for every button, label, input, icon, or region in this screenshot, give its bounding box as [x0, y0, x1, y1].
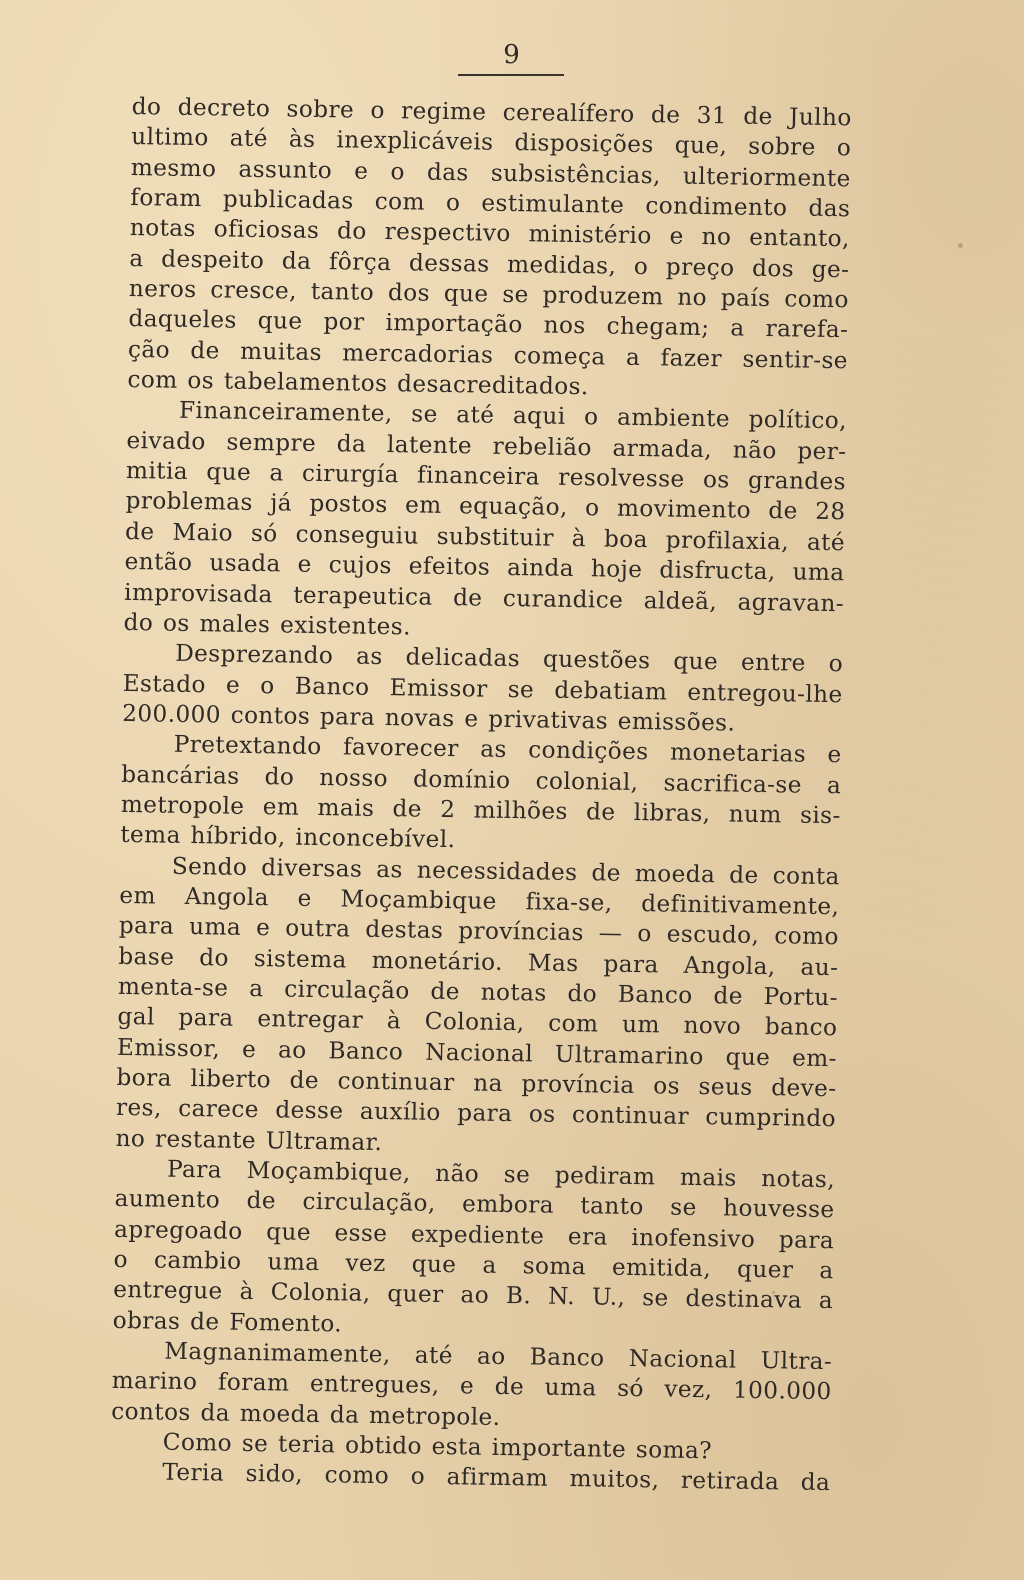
text-line: ção de muitas mercadorias começa a fazer sentir-se [127, 335, 849, 375]
text-line: Sendo diversas as necessidades de moeda de conta [171, 852, 840, 890]
text-line: menta-se a circulação de notas do Banco de Portu- [117, 972, 839, 1012]
paper-spot [628, 1386, 632, 1390]
text-line: problemas já postos em equação, o movimento de 28 [125, 487, 846, 526]
text-line: Teria sido, como o afirmam muitos, retirada da [162, 1459, 831, 1497]
text-line: Como se teria obtido esta importante soma? [162, 1428, 713, 1465]
text-line: Financeiramente, se até aqui o ambiente político, [178, 397, 848, 435]
text-line: marino foram entregues, e de uma só vez, 100.000 [111, 1367, 832, 1406]
text-line: no restante Ultramar. [115, 1124, 383, 1156]
text-line: eivado sempre da latente rebelião armada, não per- [126, 426, 847, 466]
text-line: Estado e o Banco Emissor se debatiam entregou-lhe [122, 669, 843, 708]
text-line: a despeito da fôrça dessas medidas, o preço dos ge- [129, 244, 850, 284]
text-line: obras de Fomento. [112, 1306, 343, 1338]
text-line: mitia que a cirurgía financeira resolvesse os grandes [125, 457, 847, 496]
text-line: para uma e outra destas províncias — o escudo, como [118, 912, 840, 951]
text-line: então usada e cujos efeitos ainda hoje disfructa, uma [124, 548, 845, 587]
text-line: entregue à Colonia, quer ao B. N. U., se destinava a [112, 1276, 834, 1315]
text-line: notas oficiosas do respectivo ministério e no entanto, [129, 214, 850, 253]
text-line: bancárias do nosso domínio colonial, sacrifica-se a [121, 760, 842, 799]
text-line: foram publicadas com o estimulante condimento das [130, 184, 851, 223]
text-line: do os males existentes. [123, 608, 412, 641]
text-line: bora liberto de continuar na província os seus deve- [116, 1063, 837, 1103]
text-line: em Angola e Moçambique fixa-se, definitivamente, [119, 881, 840, 921]
text-line: daqueles que por importação nos chegam; a rarefa- [128, 305, 849, 344]
text-line: Magnanimamente, até ao Banco Nacional Ultra- [164, 1337, 833, 1376]
text-line: improvisada terapeutica de curandice aldeã, agravan- [123, 578, 845, 617]
text-line: Emissor, e ao Banco Nacional Ultramarino que em- [116, 1033, 838, 1072]
text-line: neros cresce, tanto dos que se produzem no país como [128, 275, 850, 314]
text-line: Pretextando favorecer as condições monetarias e [173, 730, 842, 769]
text-line: com os tabelamentos desacreditados. [127, 366, 589, 401]
text-line: metropole em mais de 2 milhões de libras, num sis- [120, 790, 841, 830]
text-line: aumento de circulação, embora tanto se houvesse [114, 1185, 835, 1224]
paper-spot [958, 243, 963, 248]
text-line: gal para entregar à Colonia, com um novo banco [117, 1003, 838, 1042]
text-line: contos da moeda da metropole. [111, 1397, 501, 1431]
text-line: tema híbrido, inconcebível. [120, 821, 456, 854]
text-line: do decreto sobre o regime cerealífero de 31 de Julho [131, 92, 852, 132]
text-line: mesmo assunto e o das subsistências, ulteriormente [130, 153, 851, 192]
text-line: base do sistema monetário. Mas para Angola, au- [118, 942, 839, 981]
paper-spot [772, 1291, 775, 1294]
text-line: 200.000 contos para novas e privativas emissões. [122, 699, 736, 737]
text-line: Desprezando as delicadas questões que entre o [174, 639, 844, 678]
body-text [110, 92, 852, 1499]
page-number: 9 [503, 40, 521, 70]
text-line: apregoado que esse expediente era inofensivo para [113, 1215, 835, 1254]
text-line: de Maio só conseguiu substituir à boa profilaxia, até [124, 517, 846, 557]
text-line: o cambio uma vez que a soma emitida, quer a [113, 1245, 834, 1285]
header-rule [458, 74, 564, 76]
text-line: ultimo até às inexplicáveis disposições que, sobre o [131, 123, 852, 162]
text-line: res, carece desse auxílio para os continuar cumprindo [115, 1094, 837, 1133]
text-line: Para Moçambique, não se pediram mais notas, [166, 1155, 836, 1194]
